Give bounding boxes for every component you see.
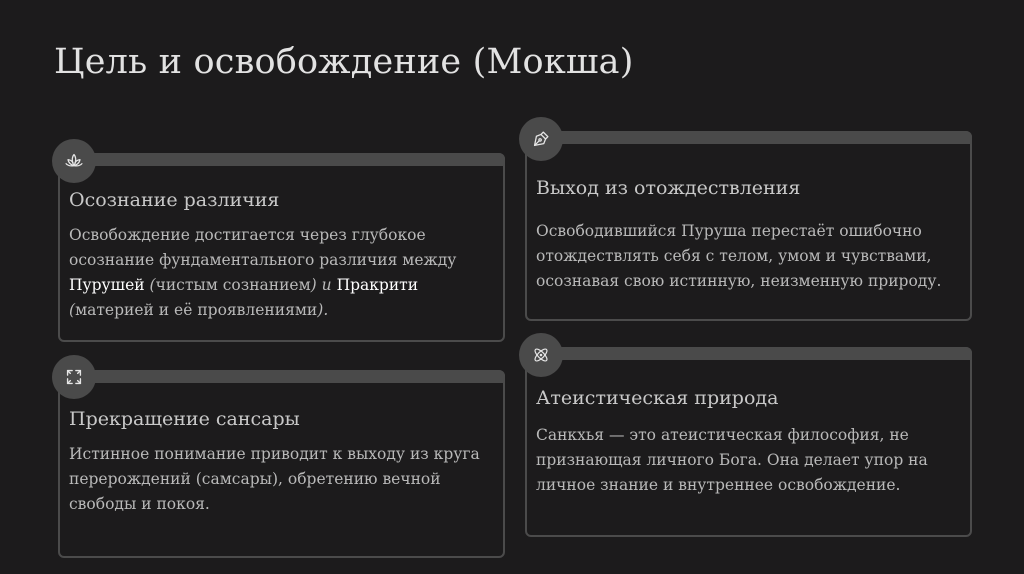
card-text: Санкхья — это атеистическая философия, не признающая личного Бога. Она делает упор на личное знание и внутреннее освобождение.	[536, 426, 928, 494]
card-title: Атеистическая природа	[536, 387, 779, 409]
card-title: Прекращение сансары	[69, 408, 300, 430]
lotus-icon	[52, 139, 96, 183]
card-text: Освободившийся Пуруша перестаёт ошибочно отождествлять себя с телом, умом и чувствами, осознавая свою истинную, неизменную природу.	[536, 222, 942, 290]
card-distinction	[58, 153, 505, 342]
term-purusha: Пурушей	[69, 276, 145, 294]
card-atheistic	[525, 347, 972, 537]
card-header-bar	[58, 153, 505, 166]
page-title: Цель и освобождение (Мокша)	[54, 42, 634, 82]
card-samsara	[58, 370, 505, 558]
card-disidentification	[525, 131, 972, 321]
atom-icon	[519, 333, 563, 377]
card-text: Истинное понимание приводит к выходу из круга перерождений (самсары), обретению вечной свободы и покоя.	[69, 445, 480, 513]
cycle-arrows-icon	[52, 355, 96, 399]
pen-nib-icon	[519, 117, 563, 161]
term-prakriti: Пракрити	[336, 276, 419, 294]
card-header-bar	[525, 347, 972, 360]
card-header-bar	[525, 131, 972, 144]
card-title: Осознание различия	[69, 189, 280, 211]
card-text: Освобождение достигается через глубокое осознание фундаментального различия между Пурушей (чистым сознанием) и Пракрити (материей и её проявлениями).	[69, 226, 457, 319]
card-title: Выход из отождествления	[536, 177, 801, 199]
card-header-bar	[58, 370, 505, 383]
